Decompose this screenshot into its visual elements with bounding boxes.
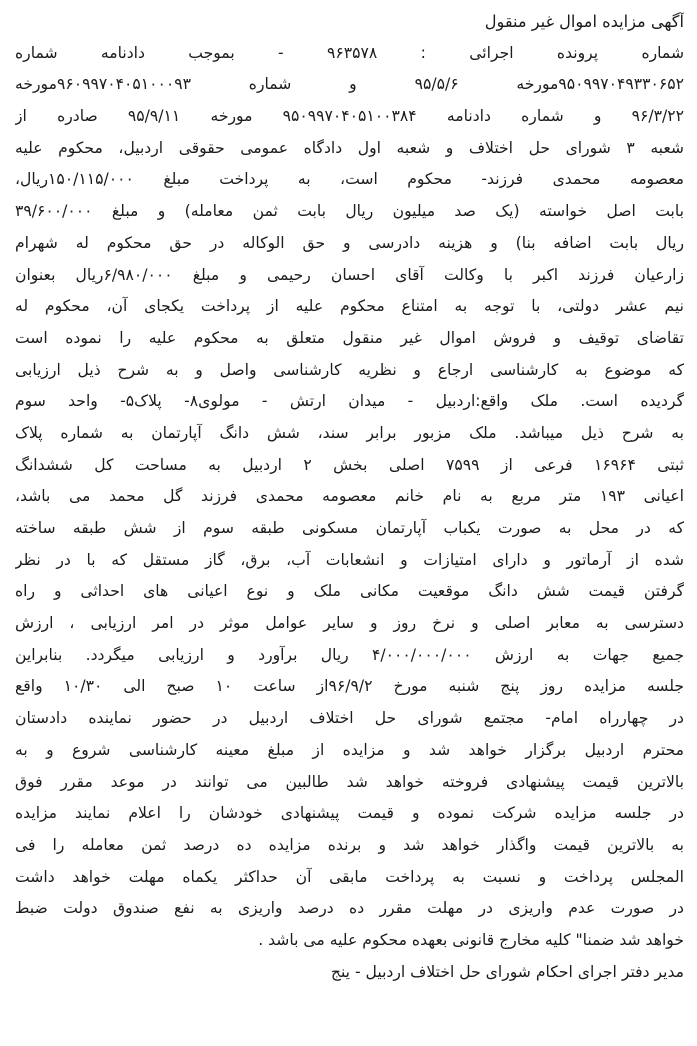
notice-line: به شرح ذیل میباشد. ملک مزبور برابر سند، شش دانگ آپارتمان به شماره پلاک [15, 423, 684, 442]
notice-line: شماره پرونده اجرائی : ۹۶۳۵۷۸ - بموجب دادنامه شماره [15, 43, 684, 62]
notice-line: در صورت عدم واریزی در مهلت مقرر ده درصد واریزی به نفع صندوق دولت ضبط [15, 899, 684, 918]
notice-line: در چهارراه امام- مجتمع شورای حل اختلاف اردبیل در حضور نماینده دادستان [15, 709, 684, 728]
notice-line: دسترسی به معابر اصلی و نرخ روز و سایر عوامل موثر در امر ارزیابی ، ارزش [15, 614, 684, 633]
notice-line: که در محل به صورت یکباب آپارتمان مسکونی طبقه سوم از شش طبقه ساخته [15, 519, 684, 537]
notice-line: شعبه ۳ شورای حل اختلاف و شعبه اول دادگاه عمومی حقوقی اردبیل، محکوم علیه [15, 138, 684, 157]
notice-line: ثبتی ۱۶۹۶۴ فرعی از ۷۵۹۹ اصلی بخش ۲ اردبیل به مساحت کل ششدانگ [15, 455, 684, 474]
notice-line: نیم عشر دولتی، با توجه به امتناع محکوم علیه از پرداخت یکجای آن، محکوم له [15, 297, 684, 316]
notice-line: در جلسه مزایده شرکت نموده و قیمت پیشنهادی خودشان را اعلام نمایند مزایده [15, 804, 684, 823]
notice-signature: مدیر دفتر اجرای احکام شورای حل اختلاف اردبیل - ینج [330, 962, 684, 981]
notice-line: جمیع جهات به ارزش ۴/۰۰۰/۰۰۰/۰۰۰ ریال برآورد و ارزیابی میگردد. بنابراین [15, 645, 684, 664]
notice-line: اعیانی ۱۹۳ متر مربع به نام خانم معصومه محمدی فرزند گل محمد می باشد، [15, 487, 684, 506]
notice-line: زارعیان فرزند اکبر با وکالت آقای احسان رحیمی و مبلغ ۶/۹۸۰/۰۰۰ریال بعنوان [15, 265, 684, 284]
notice-line: ریال بابت اضافه بنا) و هزینه دادرسی و حق الوکاله در حق محکوم له شهرام [15, 233, 684, 252]
notice-line: ۹۶/۳/۲۲ و شماره دادنامه ۹۵۰۹۹۷۰۴۰۵۱۰۰۳۸۴ مورخه ۹۵/۹/۱۱ صادره از [15, 107, 684, 126]
notice-line: جلسه مزایده روز پنج شنبه مورخ ۹۶/۹/۲از ساعت ۱۰ صبح الی ۱۰/۳۰ واقع [15, 677, 684, 696]
notice-line: گردیده است. ملک واقع:اردبیل - میدان ارتش - مولوی۸- پلاک۵- واحد سوم [15, 392, 684, 411]
notice-line: المجلس پرداخت و نسبت به پرداخت مابقی آن حداکثر یکماه مهلت خواهد داشت [15, 867, 684, 886]
notice-title: آگهی مزایده اموال غیر منقول [484, 12, 684, 31]
notice-line: بالاترین قیمت پیشنهادی فروخته خواهد شد طالبین می توانند در موعد مقرر فوق [15, 772, 684, 791]
notice-line: محترم اردبیل برگزار خواهد شد و مزایده از مبلغ معینه کارشناسی شروع و به [15, 740, 684, 759]
notice-line: گرفتن قیمت شش دانگ موقعیت مکانی ملک و نوع اعیانی های احداثی و راه [15, 582, 684, 601]
notice-line: به بالاترین قیمت واگذار خواهد شد و برنده مزایده ده درصد ثمن معامله را فی [15, 835, 684, 854]
notice-line: تقاضای توقیف و فروش اموال غیر منقول متعلق به محکوم علیه را نموده است [15, 328, 684, 347]
notice-line: خواهد شد ضمنا" کلیه مخارج قانونی بعهده محکوم علیه می باشد . [258, 930, 684, 949]
notice-line: معصومه محمدی فرزند- محکوم است، به پرداخت مبلغ ۱۵۰/۱۱۵/۰۰۰ریال، [15, 170, 684, 189]
notice-line: بابت اصل خواسته (یک صد میلیون ریال بابت ثمن معامله) و مبلغ ۳۹/۶۰۰/۰۰۰ [15, 202, 684, 221]
notice-line: ۹۵۰۹۹۷۰۴۹۳۳۰۶۵۲مورخه ۹۵/۵/۶ و شماره ۹۶۰۹۹۷۰۴۰۵۱۰۰۰۹۳مورخه [15, 75, 684, 94]
notice-line: شده از آرماتور و دارای امتیازات و انشعابات آب، برق، گاز مستقل که با در نظر [15, 550, 684, 569]
notice-line: که موضوع به کارشناسی ارجاع و نظریه کارشناسی واصل و به شرح ذیل ارزیابی [15, 360, 684, 379]
